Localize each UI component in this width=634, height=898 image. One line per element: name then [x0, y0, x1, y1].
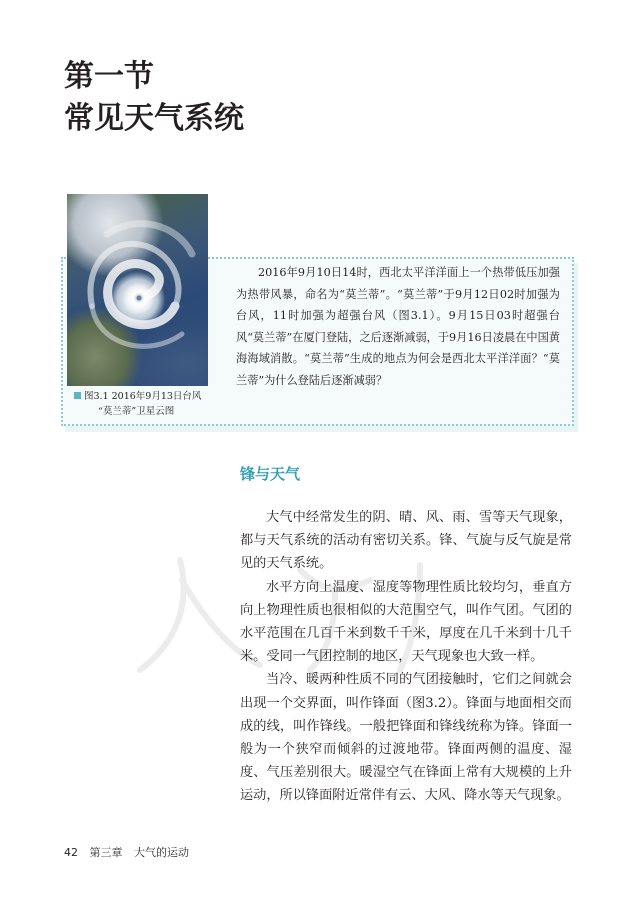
- section-name: 常见天气系统: [64, 101, 244, 136]
- caption-marker-icon: [74, 392, 81, 399]
- body-text: [240, 506, 572, 808]
- caption-line-2: “莫兰蒂”卫星云图: [98, 406, 175, 417]
- chapter-title: 大气的运动: [134, 846, 189, 859]
- section-title: [64, 56, 244, 140]
- typhoon-satellite-image: [67, 194, 208, 386]
- body-paragraph: 当冷、暖两种性质不同的气团接触时，它们之间就会出现一个交界面，叫作锋面（图3.2）。锋面与地面相交而成的线，叫作锋线。一般把锋面和锋线统称为锋。锋面一般为一个狭窄而倾斜的过渡地带。锋面两侧的温度、湿度、气压差别很大。暖湿空气在锋面上常有大规模的上升运动，所以锋面附近常伴有云、大风、降水等天气现象。: [240, 672, 572, 804]
- page-footer: [64, 844, 189, 860]
- section-number: 第一节: [64, 59, 154, 94]
- body-paragraph: 水平方向上温度、湿度等物理性质比较均匀，垂直方向上物理性质也很相似的大范围空气，叫作气团。气团的水平范围在几百千米到数千千米，厚度在几千米到十几千米。受同一气团控制的地区，天气现象也大致一样。: [240, 579, 572, 665]
- caption-line-1: 图3.1 2016年9月13日台风: [84, 391, 202, 402]
- chapter-number: 第三章: [89, 846, 123, 859]
- body-paragraph: 大气中经常发生的阴、晴、风、雨、雪等天气现象，都与天气系统的活动有密切关系。锋、气旋与反气旋是常见的天气系统。: [240, 510, 572, 572]
- intro-paragraph: 2016年9月10日14时，西北太平洋洋面上一个热带低压加强为热带风暴，命名为“莫兰蒂”。“莫兰蒂”于9月12日02时加强为台风，11时加强为超强台风（图3.1）。9月15日03时超强台风“莫兰蒂”在厦门登陆，之后逐渐减弱，于9月16日凌晨在中国黄海海域消散。“莫兰蒂”生成的地点为何会是西北太平洋洋面？“莫兰蒂”为什么登陆后逐渐减弱？: [236, 266, 560, 387]
- section-heading: 锋与天气: [240, 465, 301, 483]
- typhoon-swirl-graphic: [67, 194, 208, 386]
- figure-caption: [74, 389, 224, 419]
- page-number: 42: [64, 846, 78, 859]
